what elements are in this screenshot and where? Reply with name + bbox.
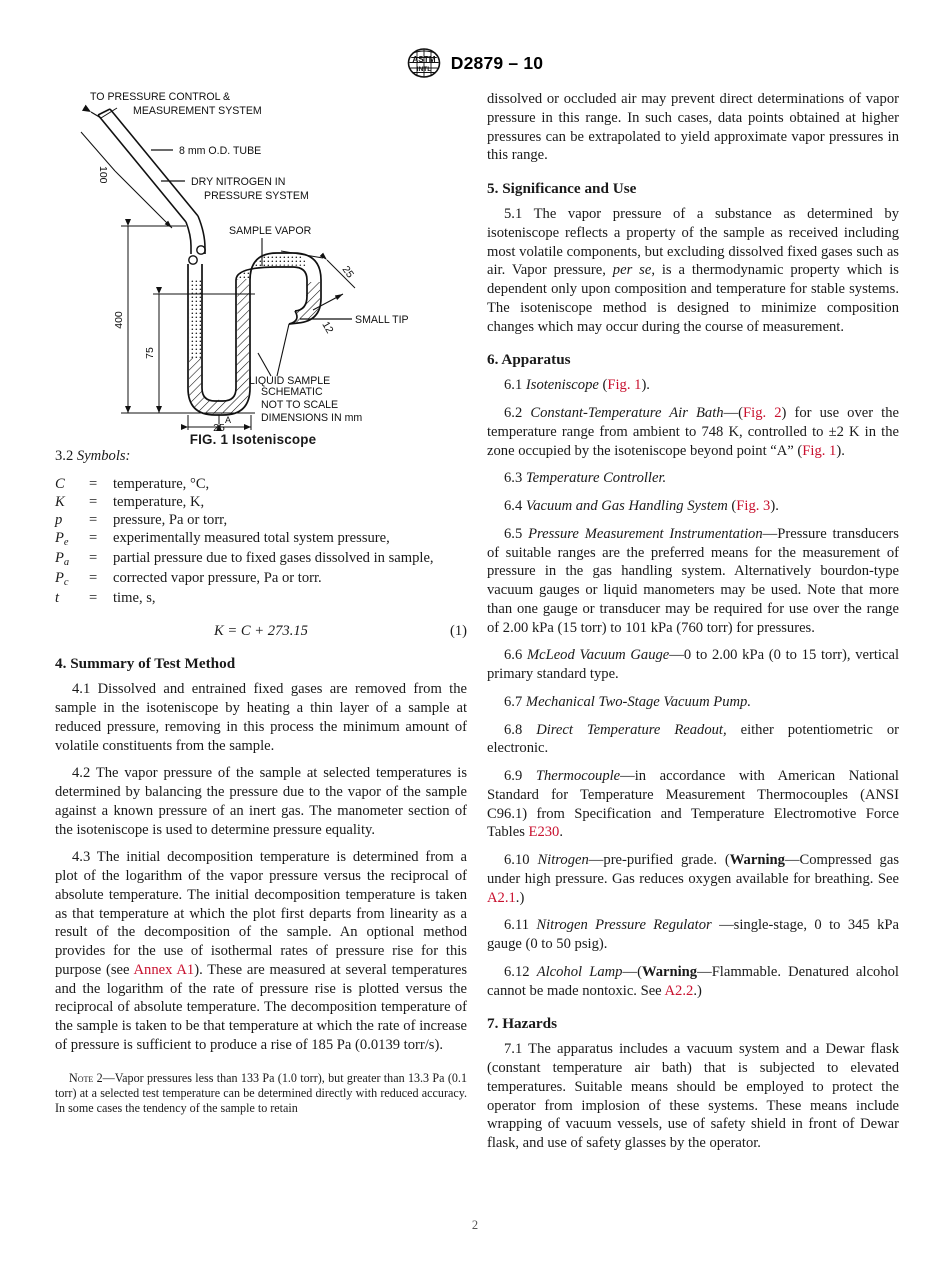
symbol-name: p xyxy=(55,512,63,529)
paragraph-6-6-number: 6.6 xyxy=(504,647,523,664)
symbol-row-c xyxy=(55,475,434,493)
link-a2-2[interactable]: A2.2 xyxy=(664,982,694,999)
page-header xyxy=(0,48,950,78)
symbol-equals: = xyxy=(89,570,98,587)
paragraph-5-1-text-a: 5.1 The vapor pressure of a substance as determined by isoteniscope reflects a property of the sample as received including most volatile components, but excluding dissolved fixed gases such as air. Vapor pressure, xyxy=(487,206,899,279)
paragraph-6-12 xyxy=(487,963,899,1001)
label-schematic-line1: SCHEMATIC xyxy=(261,386,323,398)
dim-25-tip-label: 25 xyxy=(339,263,357,281)
label-schematic-line2: NOT TO SCALE xyxy=(261,399,339,411)
figure-1-caption: FIG. 1 Isoteniscope xyxy=(189,432,317,447)
paragraph-continued: dissolved or occluded air may prevent direct determinations of vapor pressure in this range. In such cases, data points obtained at higher pressures can be extrapolated to yield approximate vapor pressures in this range. xyxy=(487,91,899,164)
paragraph-4-3 xyxy=(55,848,467,1054)
symbol-definition: temperature, °C, xyxy=(113,476,210,492)
dim-75-label: 75 xyxy=(144,347,156,359)
warning-label-6-12: Warning xyxy=(641,963,698,980)
symbol-name: t xyxy=(55,590,60,607)
paragraph-6-4-italic: Vacuum and Gas Handling System xyxy=(525,498,728,514)
paragraph-6-1 xyxy=(487,376,899,395)
equation-1 xyxy=(55,623,467,640)
label-sample-vapor: SAMPLE VAPOR xyxy=(229,225,312,237)
symbol-row-t xyxy=(55,589,434,607)
section-4-heading: 4. Summary of Test Method xyxy=(55,655,236,673)
paragraph-6-3-italic: Temperature Controller. xyxy=(525,470,667,487)
section-7-heading: 7. Hazards xyxy=(487,1015,558,1033)
paragraph-6-8-text: either potentiometric or electronic. xyxy=(487,721,899,757)
symbol-row-pc xyxy=(55,569,434,589)
equation-text: K = C + 273.15 xyxy=(214,623,308,640)
symbols-heading xyxy=(55,448,467,465)
svg-text:ASTM: ASTM xyxy=(412,55,436,64)
paragraph-6-2-pre: —( xyxy=(723,405,744,421)
paragraph-6-12-post: .) xyxy=(693,982,702,999)
paragraph-6-9-number: 6.9 xyxy=(504,768,523,784)
paragraph-4-1: 4.1 Dissolved and entrained fixed gases are removed from the sample in the isoteniscope by heating a thin layer of a sample at reduced pressure, removing in this process the minimum amount of volatile constituents from the sample. xyxy=(55,681,467,754)
symbol-equals: = xyxy=(89,512,98,529)
svg-text:INTL: INTL xyxy=(416,66,431,73)
paragraph-6-6 xyxy=(487,646,899,684)
symbol-row-pe xyxy=(55,529,434,549)
symbol-row-p xyxy=(55,511,434,529)
paragraph-5-1-text-b: , is a thermodynamic property which is dependent only upon composition and temperature for stable systems. The isoteniscope method is designed to minimize composition changes which may occur during the course of measurement. xyxy=(487,262,899,335)
paragraph-6-6-text: —0 to 2.00 kPa (0 to 15 torr), vertical primary standard type. xyxy=(487,647,899,682)
symbol-row-pa xyxy=(55,549,434,569)
paragraph-6-4-post: ). xyxy=(770,498,779,514)
link-a2-1[interactable]: A2.1 xyxy=(487,889,516,906)
paragraph-6-10-number: 6.10 xyxy=(504,852,530,868)
paragraph-6-1-pre: ( xyxy=(598,377,608,394)
point-a-label: A xyxy=(225,415,232,425)
symbol-equals: = xyxy=(89,590,98,607)
paragraph-6-12-number: 6.12 xyxy=(504,963,530,980)
paragraph-6-2-italic: Constant-Temperature Air Bath xyxy=(530,405,724,421)
link-fig-1[interactable]: Fig. 1 xyxy=(607,377,642,394)
paragraph-6-9 xyxy=(487,767,899,842)
paragraph-6-5 xyxy=(487,525,899,638)
label-dry-nitrogen-line2: PRESSURE SYSTEM xyxy=(204,190,309,202)
symbols-table xyxy=(55,475,434,607)
label-dry-nitrogen-line1: DRY NITROGEN IN xyxy=(191,176,286,188)
link-fig-1-b[interactable]: Fig. 1 xyxy=(802,442,837,459)
paragraph-6-5-number: 6.5 xyxy=(504,525,523,542)
link-e230[interactable]: E230 xyxy=(528,824,560,841)
symbol-definition: pressure, Pa or torr, xyxy=(113,512,228,529)
paragraph-6-10 xyxy=(487,851,899,907)
symbol-equals: = xyxy=(89,530,98,547)
paragraph-6-6-italic: McLeod Vacuum Gauge xyxy=(526,647,670,664)
paragraph-6-11-text: —single-stage, 0 to 345 kPa gauge (0 to 50 psig). xyxy=(487,917,899,952)
symbol-definition: corrected vapor pressure, Pa or torr. xyxy=(113,570,322,587)
symbol-name: $P_e$ xyxy=(55,530,69,549)
symbols-heading-number: 3.2 xyxy=(55,448,74,464)
warning-label-6-10: Warning xyxy=(729,852,785,868)
symbol-definition: time, s, xyxy=(113,590,156,607)
paragraph-6-10-italic: Nitrogen xyxy=(537,852,589,868)
paragraph-6-3-number: 6.3 xyxy=(504,470,523,487)
paragraph-6-5-text: —Pressure transducers of suitable ranges are the preferred means for the measurement of pressure in the gas handling system. Alternatively bourdon-type vacuum gauges or liquid manometers may be used. Note that more than one gauge or transducer may be required for use over the range of 2.00 kPa (15 torr) to 101 kPa (760 torr) for pressures. xyxy=(487,525,899,636)
link-annex-a1[interactable]: Annex A1 xyxy=(133,961,195,978)
label-to-pressure-control-line1: TO PRESSURE CONTROL & xyxy=(90,91,231,103)
paragraph-6-2-mid: ) for use over the temperature range from ambient to 748 K, controlled to ±2 K in the zone occupied by the isoteniscope beyond point “A” ( xyxy=(487,405,900,459)
paragraph-6-9-post: . xyxy=(559,824,563,841)
dim-25-bottom-label: 25 xyxy=(213,422,225,433)
paragraph-6-2 xyxy=(487,404,899,460)
symbol-equals: = xyxy=(89,476,98,492)
link-fig-3[interactable]: Fig. 3 xyxy=(736,498,771,514)
paragraph-6-8 xyxy=(487,721,899,759)
symbol-name: C xyxy=(55,476,65,492)
paragraph-6-3 xyxy=(487,469,899,488)
symbol-definition: partial pressure due to fixed gases dissolved in sample, xyxy=(113,550,434,567)
left-column xyxy=(55,88,467,1116)
paragraph-6-10-post: .) xyxy=(515,889,525,906)
paragraph-6-12-text: —( xyxy=(622,963,642,980)
label-small-tip: SMALL TIP xyxy=(355,314,409,326)
label-schematic-line3: DIMENSIONS IN mm xyxy=(261,412,363,424)
dim-400-label: 400 xyxy=(113,311,125,329)
symbol-equals: = xyxy=(89,494,98,511)
symbol-name: K xyxy=(55,494,65,511)
paragraph-4-3-text-a: 4.3 The initial decomposition temperature is determined from a plot of the logarithm of the vapor pressure versus the reciprocal of absolute temperature. The initial decomposition temperature is taken as that temperature at which the plot first departs from linearity as a result of the decomposition of the sample. An optional method provides for the use of isothermal rates of pressure rise for this purpose (see xyxy=(55,849,467,978)
paragraph-6-1-number: 6.1 xyxy=(504,377,523,394)
page-title: D2879 – 10 xyxy=(450,52,544,73)
symbols-heading-text: Symbols: xyxy=(76,448,131,464)
symbol-row-k xyxy=(55,493,434,511)
isoteniscope-diagram xyxy=(55,88,467,433)
dim-100-label: 100 xyxy=(97,166,109,184)
note-2-label: Note 2 xyxy=(69,1070,103,1085)
paragraph-6-8-number: 6.8 xyxy=(504,721,523,738)
paragraph-6-1-italic: Isoteniscope xyxy=(525,377,599,394)
astm-logo-icon xyxy=(407,48,441,78)
label-tube: 8 mm O.D. TUBE xyxy=(179,145,262,157)
figure-1-isoteniscope xyxy=(55,88,467,448)
paragraph-6-9-text: —in accordance with American National Standard for Temperature Measurement Thermocouples (ANSI C96.1) from Specification and Temperature Electromotive Force Tables xyxy=(487,768,899,841)
paragraph-6-11 xyxy=(487,916,899,954)
paragraph-6-5-italic: Pressure Measurement Instrumentation xyxy=(528,525,763,542)
link-fig-2[interactable]: Fig. 2 xyxy=(743,405,782,421)
paragraph-5-1-italic: per se xyxy=(612,262,652,279)
paragraph-4-2: 4.2 The vapor pressure of the sample at selected temperatures is determined by balancing the pressure due to the vapor of the sample against a known pressure of an inert gas. The manometer section of the isoteniscope is used to determine pressure equality. xyxy=(55,765,467,838)
paragraph-6-10-text2: —Compressed gas under high pressure. Gas reduces oxygen available for breathing. See xyxy=(487,852,899,887)
right-column xyxy=(487,90,899,1153)
paragraph-6-4-number: 6.4 xyxy=(504,498,523,514)
paragraph-6-7-number: 6.7 xyxy=(504,693,523,710)
paragraph-4-3-text-b: ). These are measured at several temperatures and the logarithm of the rate of pressure rise is plotted versus the reciprocal of absolute temperature. The decomposition temperature of the sample is taken to be that temperature at which the rate of increase of pressure is sufficient to produce a rise of 185 Pa (0.0139 torr/s). xyxy=(55,961,467,1053)
paragraph-6-7 xyxy=(487,693,899,712)
paragraph-6-12-italic: Alcohol Lamp xyxy=(536,963,623,980)
section-6-heading: 6. Apparatus xyxy=(487,351,571,369)
label-to-pressure-control-line2: MEASUREMENT SYSTEM xyxy=(133,105,262,117)
symbol-name: $P_c$ xyxy=(55,570,69,589)
equation-number: (1) xyxy=(449,623,467,640)
symbol-equals: = xyxy=(89,550,98,567)
paragraph-5-1 xyxy=(487,205,899,336)
dim-12-label: 12 xyxy=(319,319,336,336)
paragraph-6-2-number: 6.2 xyxy=(504,405,523,421)
note-2-text: —Vapor pressures less than 133 Pa (1.0 torr), but greater than 13.3 Pa (0.1 torr) at a selected test temperature can be determined directly with reduced accuracy. In some cases the tendency of the sample to retain xyxy=(55,1070,467,1115)
paragraph-6-2-post: ). xyxy=(836,442,845,459)
paragraph-6-4-pre: ( xyxy=(727,498,737,514)
symbol-definition: experimentally measured total system pressure, xyxy=(113,530,390,547)
paragraph-6-12-text2: —Flammable. Denatured alcohol cannot be made nontoxic. See xyxy=(487,963,899,999)
paragraph-6-11-number: 6.11 xyxy=(504,917,529,934)
paragraph-6-9-italic: Thermocouple xyxy=(535,768,621,784)
paragraph-6-7-italic: Mechanical Two-Stage Vacuum Pump. xyxy=(525,693,751,710)
paragraph-6-8-italic: Direct Temperature Readout, xyxy=(536,721,727,738)
paragraph-6-11-italic: Nitrogen Pressure Regulator xyxy=(536,917,712,934)
paragraph-7-1: 7.1 The apparatus includes a vacuum system and a Dewar flask (constant temperature air bath) that is subjected to elevated temperatures. Suitable means should be employed to protect the operator from implosion of these systems. These means include wrapping of vacuum vessels, use of safety shield in front of Dewar flask, and use of safety glasses by the operator. xyxy=(487,1041,899,1151)
page-number: 2 xyxy=(471,1218,479,1232)
section-5-heading: 5. Significance and Use xyxy=(487,180,637,197)
label-liquid-sample: LIQUID SAMPLE xyxy=(249,375,331,387)
symbol-name: $P_a$ xyxy=(55,550,70,569)
symbol-definition: temperature, K, xyxy=(113,494,205,511)
paragraph-6-1-post: ). xyxy=(641,377,650,394)
note-2 xyxy=(55,1071,467,1116)
paragraph-6-4 xyxy=(487,497,899,516)
paragraph-6-10-text: —pre-purified grade. ( xyxy=(588,852,730,868)
